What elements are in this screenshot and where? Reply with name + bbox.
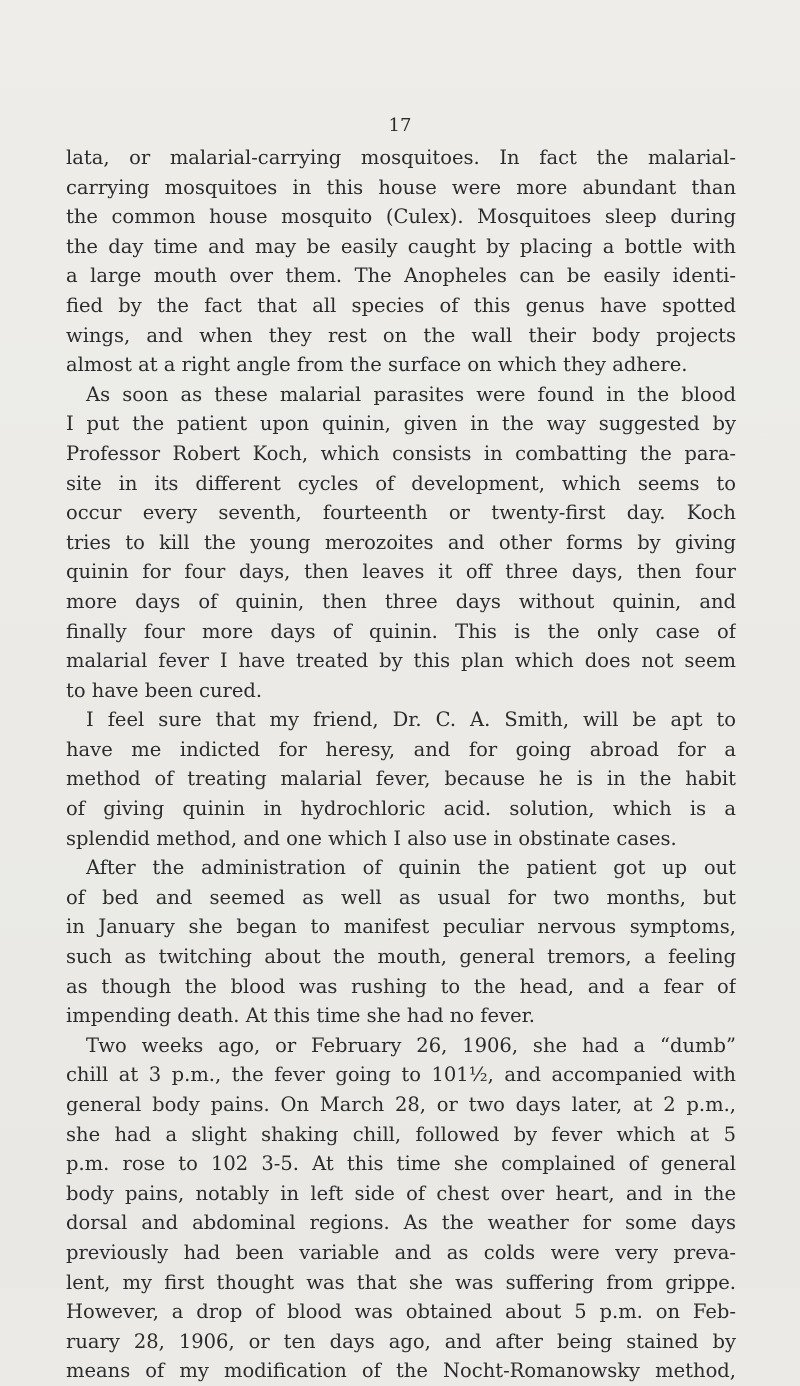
text-line: chill at 3 p.m., the fever going to 101½, and accompanied with [66, 1063, 736, 1087]
body-text [66, 143, 736, 1386]
text-line: she had a slight shaking chill, followed by fever which at 5 [66, 1122, 736, 1146]
text-line: almost at a right angle from the surface on which they adhere. [66, 353, 688, 377]
text-line: Professor Robert Koch, which consists in combatting the para- [66, 441, 736, 465]
text-line: occur every seventh, fourteenth or twenty-first day. Koch [66, 501, 736, 525]
text-line: as though the blood was rushing to the head, and a fear of [66, 974, 736, 998]
text-line: splendid method, and one which I also use in obstinate cases. [66, 826, 677, 850]
text-line: the common house mosquito (Culex). Mosquitoes sleep during [66, 205, 736, 229]
page-number: 17 [388, 115, 412, 136]
text-line: such as twitching about the mouth, general tremors, a feeling [66, 945, 736, 969]
text-line: tries to kill the young merozoites and other forms by giving [66, 530, 736, 554]
text-line: malarial fever I have treated by this plan which does not seem [66, 649, 736, 673]
text-line: wings, and when they rest on the wall their body projects [66, 323, 736, 347]
text-line: fied by the fact that all species of this genus have spotted [66, 293, 736, 317]
text-line: I feel sure that my friend, Dr. C. A. Smith, will be apt to [86, 708, 736, 732]
text-line: method of treating malarial fever, because he is in the habit [66, 767, 736, 791]
text-line: As soon as these malarial parasites were found in the blood [86, 382, 736, 406]
text-line: previously had been variable and as colds were very preva- [66, 1240, 736, 1264]
text-line: finally four more days of quinin. This is the only case of [66, 619, 736, 643]
text-line: general body pains. On March 28, or two days later, at 2 p.m., [66, 1093, 736, 1116]
text-line: quinin for four days, then leaves it off three days, then four [66, 560, 736, 584]
text-line: However, a drop of blood was obtained about 5 p.m. on Feb- [66, 1300, 736, 1324]
text-line: site in its different cycles of development, which seems to [66, 471, 736, 495]
text-line: p.m. rose to 102 3-5. At this time she complained of general [66, 1152, 736, 1176]
text-line: lent, my first thought was that she was suffering from grippe. [66, 1270, 736, 1294]
text-line: Two weeks ago, or February 26, 1906, she had a “dumb” [86, 1033, 736, 1057]
text-line: carrying mosquitoes in this house were more abundant than [66, 175, 736, 199]
text-line: means of my modification of the Nocht-Romanowsky method, [66, 1359, 736, 1383]
text-line: lata, or malarial-carrying mosquitoes. In fact the malarial- [66, 146, 736, 169]
text-line: a large mouth over them. The Anopheles can be easily identi- [66, 264, 736, 288]
text-line: the day time and may be easily caught by placing a bottle with [66, 234, 736, 258]
text-line: of giving quinin in hydrochloric acid. solution, which is a [66, 797, 736, 821]
text-line: body pains, notably in left side of chest over heart, and in the [66, 1181, 736, 1205]
text-line: more days of quinin, then three days without quinin, and [66, 589, 736, 613]
text-line: impending death. At this time she had no fever. [66, 1004, 535, 1028]
text-line: I put the patient upon quinin, given in the way suggested by [66, 412, 736, 436]
text-line: in January she began to manifest peculiar nervous symptoms, [66, 915, 736, 939]
text-line: dorsal and abdominal regions. As the weather for some days [66, 1211, 736, 1235]
text-line: have me indicted for heresy, and for going abroad for a [66, 737, 736, 761]
text-line: After the administration of quinin the patient got up out [86, 856, 736, 880]
text-line: to have been cured. [66, 678, 263, 702]
text-line: of bed and seemed as well as usual for two months, but [66, 885, 736, 909]
text-line: ruary 28, 1906, or ten days ago, and after being stained by [66, 1329, 736, 1353]
